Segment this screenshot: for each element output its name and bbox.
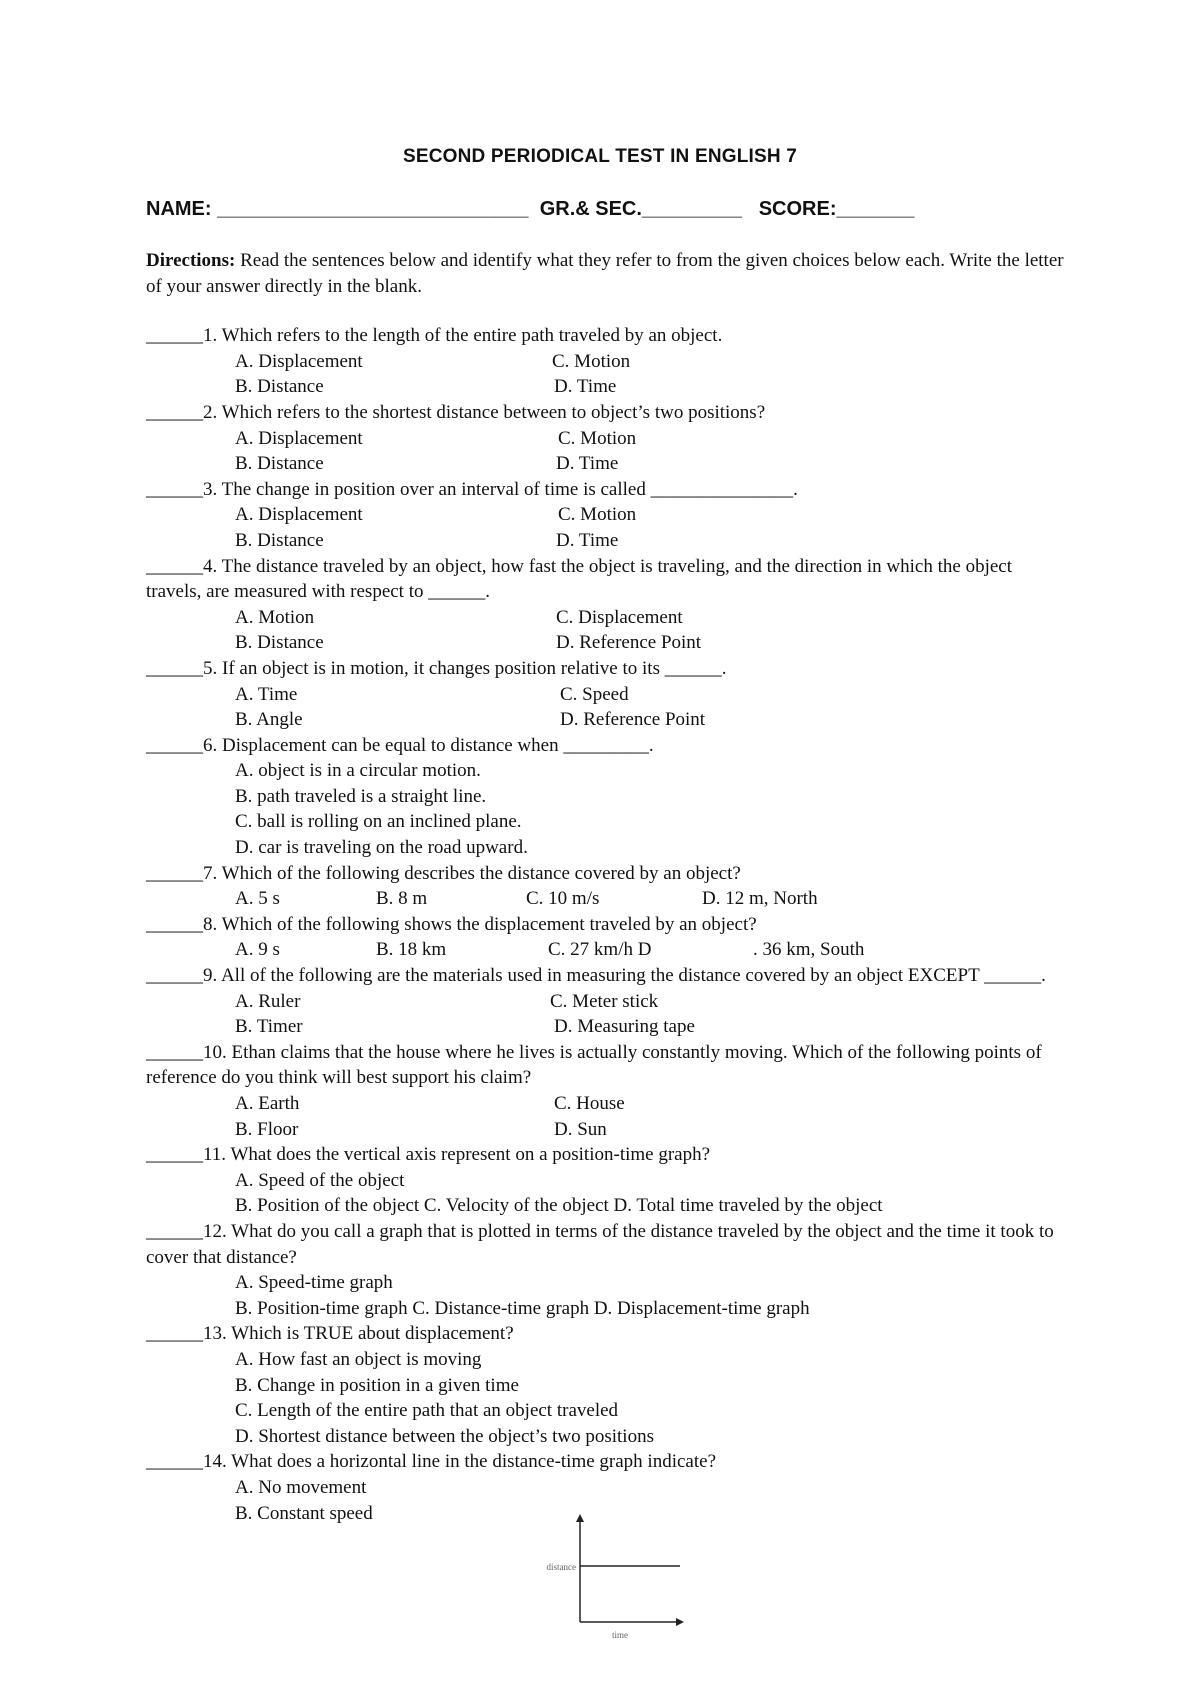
choice-a: A. Earth	[235, 1093, 300, 1114]
choice-a: A. Displacement	[235, 427, 363, 449]
choices-row	[146, 605, 1066, 631]
choice-d: D. 12 m, North	[702, 888, 818, 910]
choices-row	[146, 528, 1066, 554]
score-field-label: SCORE:_______	[758, 198, 915, 220]
choice-a: A. Time	[235, 683, 298, 705]
choice-c: C. 10 m/s	[526, 888, 600, 910]
choice-c: C. Meter stick	[550, 990, 659, 1012]
choice-d: D. Time	[554, 376, 617, 398]
choice-b: B. 18 km	[376, 939, 447, 961]
x-axis-arrow	[676, 1618, 684, 1626]
choice-d: D. Time	[556, 453, 619, 475]
choice-c: C. Motion	[552, 350, 631, 372]
choices-row	[146, 1014, 1066, 1040]
choice-d: . 36 km, South	[753, 939, 865, 961]
question-10: ______10. Ethan claims that the house where he lives is actually constantly moving. Which of the following points of reference do you think will best support his claim?	[146, 1041, 1042, 1089]
choices-row	[146, 1117, 1066, 1143]
question-2: ______2. Which refers to the shortest distance between to object’s two positions?	[146, 401, 766, 423]
choice-b: B. Distance	[235, 529, 324, 551]
choice-b: B. Distance	[235, 632, 324, 654]
question-7: ______7. Which of the following describes the distance covered by an object?	[146, 862, 741, 884]
choice-d: D. Reference Point	[556, 632, 702, 654]
question-9: ______9. All of the following are the materials used in measuring the distance covered by an object EXCEPT ______.	[146, 965, 1046, 987]
question-13: ______13. Which is TRUE about displacement?	[146, 1323, 514, 1345]
choice-a: A. Ruler	[235, 990, 301, 1012]
student-info-header	[146, 198, 914, 221]
directions-text: Read the sentences below and identify what they refer to from the given choices below each. Write the letter of your answer directly in the blank.	[146, 250, 1064, 297]
choice-d: D. Sun	[554, 1118, 607, 1140]
choice-a: A. Speed-time graph	[235, 1272, 393, 1294]
choices-row	[146, 989, 1066, 1015]
choice-d: D. Shortest distance between the object’s two positions	[235, 1425, 654, 1447]
choice-b: B. Floor	[235, 1118, 299, 1140]
question-8: ______8. Which of the following shows the displacement traveled by an object?	[146, 913, 757, 935]
choices-row	[146, 426, 1066, 452]
choice-a: A. 9 s	[235, 939, 280, 961]
question-4: ______4. The distance traveled by an object, how fast the object is traveling, and the direction in which the object travels, are measured with respect to ______.	[146, 555, 1013, 603]
question-1: ______1. Which refers to the length of the entire path traveled by an object.	[146, 325, 723, 347]
choices-row	[146, 349, 1066, 375]
graph-xlabel: time	[612, 1630, 628, 1640]
choices-row	[146, 886, 1066, 912]
question-14: ______14. What does a horizontal line in the distance-time graph indicate?	[146, 1451, 716, 1473]
choice-b: B. Change in position in a given time	[235, 1374, 519, 1396]
choices-row	[146, 502, 1066, 528]
choice-c: C. Motion	[558, 504, 637, 526]
y-axis-arrow	[576, 1514, 584, 1522]
question-5: ______5. If an object is in motion, it changes position relative to its ______.	[146, 657, 727, 679]
choice-a: A. Motion	[235, 606, 315, 628]
choices-row	[146, 937, 1066, 963]
choice-b: B. Angle	[235, 709, 303, 731]
choices-b-c-d: B. Position of the object C. Velocity of the object D. Total time traveled by the object	[235, 1195, 883, 1217]
choices-row	[146, 451, 1066, 477]
grade-section-field-label: GR.& SEC._________	[539, 198, 743, 220]
choice-b: B. Distance	[235, 376, 324, 398]
distance-time-graph	[520, 1512, 700, 1642]
question-11: ______11. What does the vertical axis represent on a position-time graph?	[146, 1144, 711, 1166]
choice-c: C. Length of the entire path that an object traveled	[235, 1400, 619, 1422]
graph-ylabel: distance	[546, 1562, 576, 1572]
choice-b: B. Timer	[235, 1016, 303, 1038]
choice-c: C. Motion	[558, 427, 637, 449]
choice-b: B. 8 m	[376, 888, 428, 910]
question-6: ______6. Displacement can be equal to distance when _________.	[146, 734, 654, 756]
choice-d: D. Measuring tape	[554, 1016, 695, 1038]
choices-row	[146, 707, 1066, 733]
question-3: ______3. The change in position over an interval of time is called _______________.	[146, 478, 798, 500]
choice-b: B. Distance	[235, 453, 324, 475]
choices-b-c-d: B. Position-time graph C. Distance-time graph D. Displacement-time graph	[235, 1297, 810, 1319]
choices-row	[146, 1091, 1066, 1117]
page-title: SECOND PERIODICAL TEST IN ENGLISH 7	[402, 146, 798, 167]
choice-d: D. Reference Point	[560, 709, 706, 731]
choice-c: C. ball is rolling on an inclined plane.	[235, 811, 522, 833]
directions-label: Directions:	[146, 250, 236, 271]
choice-c: C. House	[554, 1093, 625, 1114]
choice-a: A. Speed of the object	[235, 1169, 405, 1191]
choice-c: C. 27 km/h D	[548, 939, 652, 961]
test-body	[146, 248, 1066, 1526]
choice-d: D. Time	[556, 529, 619, 551]
choice-a: A. How fast an object is moving	[235, 1348, 482, 1370]
choice-c: C. Displacement	[556, 606, 683, 628]
choices-row	[146, 682, 1066, 708]
choice-b: B. Constant speed	[235, 1502, 373, 1524]
question-12: ______12. What do you call a graph that is plotted in terms of the distance traveled by the object and the time it took to cover that distance?	[146, 1220, 1054, 1268]
choice-a: A. No movement	[235, 1476, 367, 1498]
choice-a: A. Displacement	[235, 350, 363, 372]
choices-row	[146, 374, 1066, 400]
choices-row	[146, 630, 1066, 656]
choice-d: D. car is traveling on the road upward.	[235, 837, 528, 859]
choice-a: A. 5 s	[235, 888, 280, 910]
choice-c: C. Speed	[560, 683, 629, 705]
directions	[146, 248, 1066, 299]
name-field-label: NAME: ____________________________	[146, 198, 529, 220]
choice-b: B. path traveled is a straight line.	[235, 785, 487, 807]
choice-a: A. Displacement	[235, 504, 363, 526]
choice-a: A. object is in a circular motion.	[235, 760, 481, 782]
